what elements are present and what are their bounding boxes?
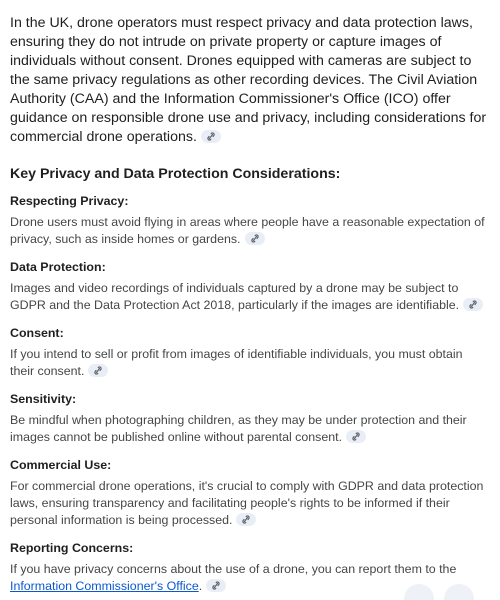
consideration-title: Sensitivity:: [10, 392, 77, 406]
consideration-body: Be mindful when photographing children, as they may be under protection and their images cannot be published online without parental consent.: [10, 413, 467, 444]
section-heading: Key Privacy and Data Protection Considerations:: [10, 166, 341, 182]
consideration-commercial-use: [10, 457, 490, 529]
link-icon: [250, 234, 260, 243]
consideration-body: If you intend to sell or profit from images of identifiable individuals, you must obtain their consent.: [10, 347, 463, 378]
consideration-title: Respecting Privacy:: [10, 194, 129, 208]
consideration-body: If you have privacy concerns about the use of a drone, you can report them to the Information Commissioner's Office.: [10, 562, 457, 593]
source-chip[interactable]: [88, 364, 108, 377]
consideration-body: Images and video recordings of individuals captured by a drone may be subject to GDPR and the Data Protection Act 2018, particularly if the images are identifiable.: [10, 280, 490, 314]
consideration-title: Data Protection:: [10, 260, 106, 274]
source-chip[interactable]: [236, 513, 256, 526]
intro-text: In the UK, drone operators must respect privacy and data protection laws, ensuring they do not intrude on private property or capture images of individuals without consent. Drones equipped with cameras are subject to the same privacy regulations as other recording devices. The Civil Aviation Authority (CAA) and the Information Commissioner's Office (ICO) offer guidance on responsible drone use and privacy, including considerations for commercial drone operations.: [10, 15, 487, 145]
consideration-consent: [10, 325, 490, 380]
source-chip[interactable]: [206, 579, 226, 592]
consideration-sensitivity: [10, 391, 490, 446]
link-icon: [206, 132, 216, 141]
link-icon: [468, 300, 478, 309]
source-chip[interactable]: [346, 430, 366, 443]
consideration-body: Drone users must avoid flying in areas where people have a reasonable expectation of privacy, such as inside homes or gardens.: [10, 215, 485, 246]
consideration-body: For commercial drone operations, it's crucial to comply with GDPR and data protection laws, ensuring transparency and facilitating people's rights to be informed if their personal information is being processed.: [10, 479, 484, 527]
consideration-respecting-privacy: [10, 193, 490, 248]
link-icon: [241, 515, 251, 524]
link-icon: [351, 432, 361, 441]
source-chip[interactable]: [201, 130, 221, 143]
ico-link[interactable]: Information Commissioner's Office: [10, 579, 199, 593]
consideration-data-protection: [10, 259, 490, 314]
source-chip[interactable]: [463, 298, 483, 311]
intro-paragraph: [10, 14, 490, 147]
link-icon: [93, 366, 103, 375]
source-chip[interactable]: [245, 232, 265, 245]
link-icon: [211, 581, 221, 590]
consideration-title: Consent:: [10, 326, 64, 340]
consideration-title: Commercial Use:: [10, 458, 112, 472]
consideration-title: Reporting Concerns:: [10, 541, 134, 555]
